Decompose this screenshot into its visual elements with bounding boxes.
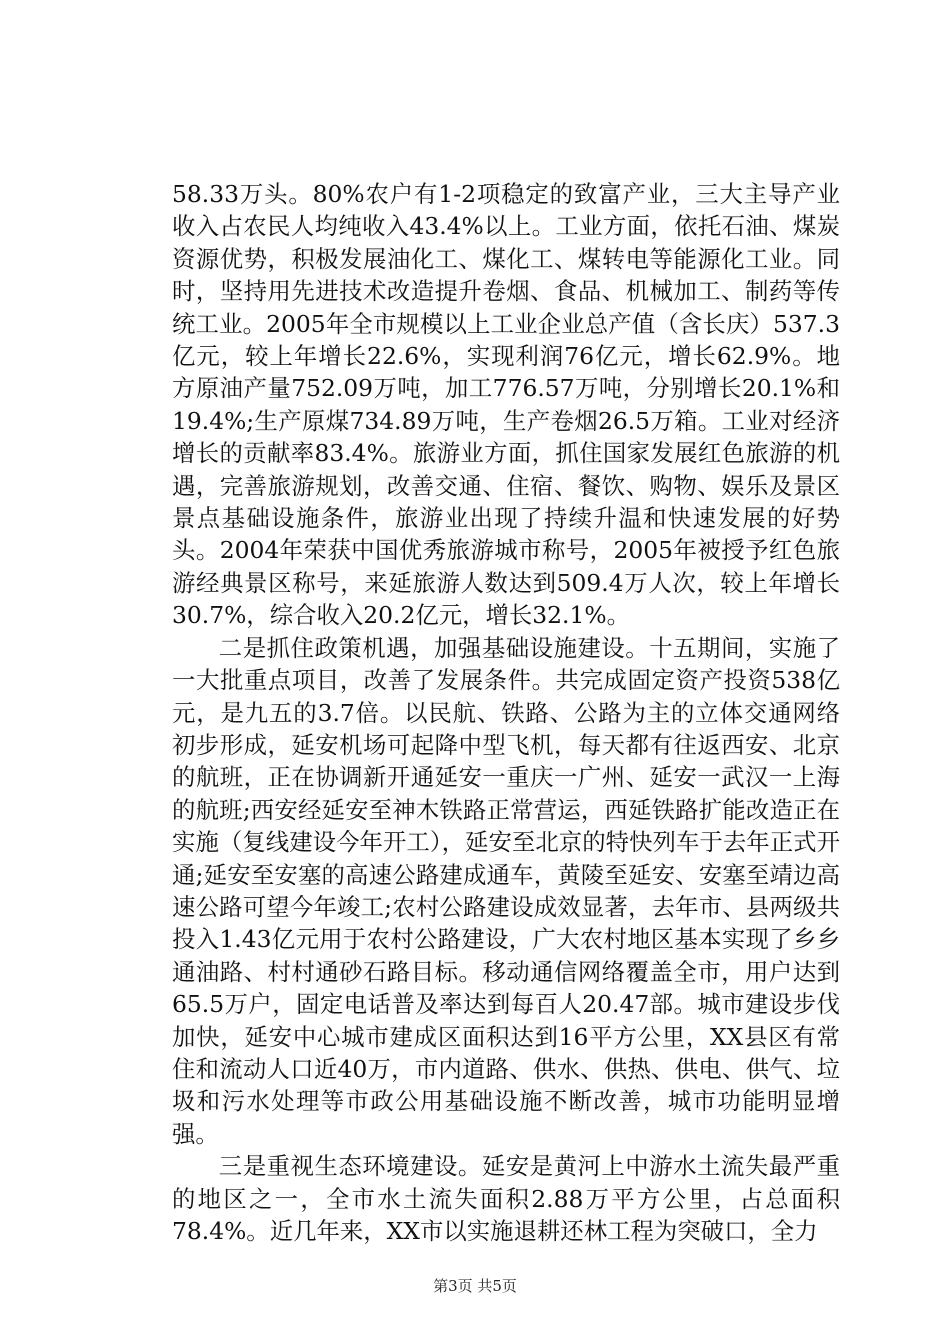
paragraph-3: 三是重视生态环境建设。延安是黄河上中游水土流失最严重的地区之一，全市水土流失面积2.88万平方公里，占总面积78.4%。近几年来，XX市以实施退耕还林工程为突破口，全力 [172, 1152, 840, 1245]
document-body [172, 178, 840, 1247]
page-footer: 第3页 共5页 [433, 1277, 517, 1295]
paragraph-1: 58.33万头。80%农户有1-2项稳定的致富产业，三大主导产业收入占农民人均纯收入43.4%以上。工业方面，依托石油、煤炭资源优势，积极发展油化工、煤化工、煤转电等能源化工业。同时，坚持用先进技术改造提升卷烟、食品、机械加工、制药等传统工业。2005年全市规模以上工业企业总产值（含长庆）537.3亿元，较上年增长22.6%，实现利润76亿元，增长62.9%。地方原油产量752.09万吨，加工776.57万吨，分别增长20.1%和19.4%;生产原煤734.89万吨，生产卷烟26.5万箱。工业对经济增长的贡献率83.4%。旅游业方面，抓住国家发展红色旅游的机遇，完善旅游规划，改善交通、住宿、餐饮、购物、娱乐及景区景点基础设施条件，旅游业出现了持续升温和快速发展的好势头。2004年荣获中国优秀旅游城市称号，2005年被授予红色旅游经典景区称号，来延旅游人数达到509.4万人次，较上年增长30.7%，综合收入20.2亿元，增长32.1%。 [172, 180, 840, 630]
paragraph-2: 二是抓住政策机遇，加强基础设施建设。十五期间，实施了一大批重点项目，改善了发展条件。共完成固定资产投资538亿元，是九五的3.7倍。以民航、铁路、公路为主的立体交通网络初步形成，延安机场可起降中型飞机，每天都有往返西安、北京的航班，正在协调新开通延安一重庆一广州、延安一武汉一上海的航班;西安经延安至神木铁路正常营运，西延铁路扩能改造正在实施（复线建设今年开工），延安至北京的特快列车于去年正式开通;延安至安塞的高速公路建成通车，黄陵至延安、安塞至靖边高速公路可望今年竣工;农村公路建设成效显著，去年市、县两级共投入1.43亿元用于农村公路建设，广大农村地区基本实现了乡乡通油路、村村通砂石路目标。移动通信网络覆盖全市，用户达到65.5万户，固定电话普及率达到每百人20.47部。城市建设步伐加快，延安中心城市建成区面积达到16平方公里，XX县区有常住和流动人口近40万，市内道路、供水、供热、供电、供气、垃圾和污水处理等市政公用基础设施不断改善，城市功能明显增强。 [172, 633, 840, 1148]
